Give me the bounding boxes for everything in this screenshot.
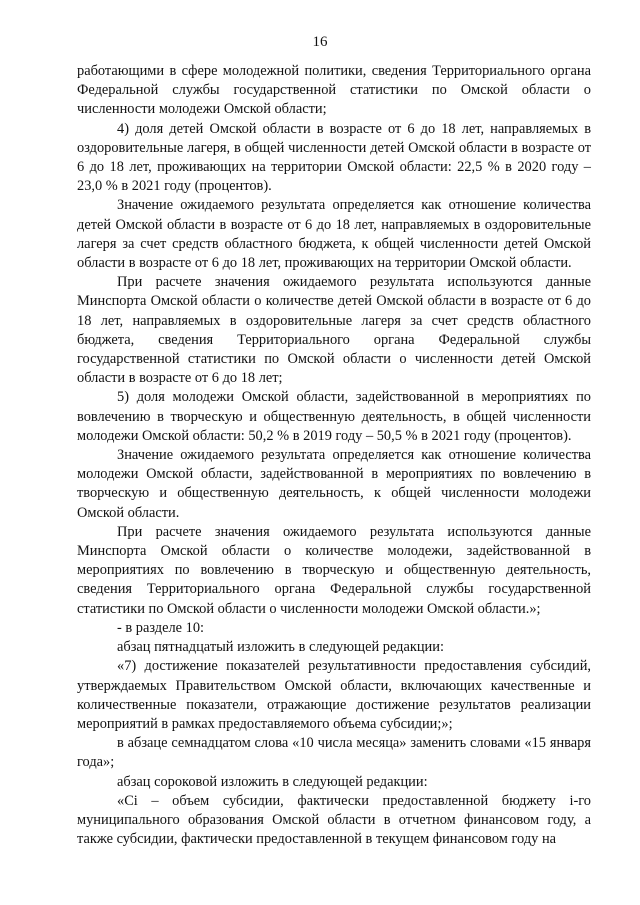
paragraph: «7) достижение показателей результативности предоставления субсидий, утверждаемых Правительством Омской области, включающих качественные и количественные показатели, отражающие достижение результатов реализации мероприятий в рамках предоставляемого объема субсидии;»;	[77, 658, 591, 732]
page-number: 16	[312, 34, 328, 50]
paragraph: При расчете значения ожидаемого результата используются данные Минспорта Омской области о количестве молодежи, задействованной в мероприятиях по вовлечению в творческую и общественную деятельность, сведения Территориального органа Федеральной службы государственной статистики по Омской области о численности молодежи Омской области.»;	[77, 523, 591, 617]
paragraph: абзац сороковой изложить в следующей редакции:	[117, 773, 428, 790]
paragraph: 5) доля молодежи Омской области, задействованной в мероприятиях по вовлечению в творческую и общественную деятельность, в общей численности молодежи Омской области: 50,2 % в 2019 году – 50,5 % в 2021 году (процентов).	[77, 389, 591, 444]
paragraph: - в разделе 10:	[117, 619, 205, 636]
paragraph: 4) доля детей Омской области в возрасте от 6 до 18 лет, направляемых в оздоровительные лагеря, в общей численности детей Омской области в возрасте от 6 до 18 лет, проживающих на территории Омской области: 22,5 % в 2020 году – 23,0 % в 2021 году (процентов).	[77, 120, 591, 195]
paragraph: Значение ожидаемого результата определяется как отношение количества детей Омской области в возрасте от 6 до 18 лет, направляемых в оздоровительные лагеря за счет средств областного бюджета, к общей численности детей Омской области в возрасте от 6 до 18 лет, проживающих на территории Омской области.	[77, 197, 591, 272]
paragraph: работающими в сфере молодежной политики, сведения Территориального органа Федеральной службы государственной статистики по Омской области о численности молодежи Омской области;	[77, 63, 591, 118]
paragraph: абзац пятнадцатый изложить в следующей редакции:	[117, 639, 444, 656]
paragraph: «Ci – объем субсидии, фактически предоставленной бюджету i-го муниципального образования Омской области в отчетном финансовом году, а также субсидии, фактически предоставленной в текущем финансовом году на	[77, 792, 591, 848]
paragraph: При расчете значения ожидаемого результата используются данные Минспорта Омской области о количестве детей Омской области в возрасте от 6 до 18 лет, направляемых в оздоровительные лагеря за счет средств областного бюджета, сведения Территориального органа Федеральной службы государственной статистики по Омской области о численности детей Омской области в возрасте от 6 до 18 лет;	[77, 274, 591, 387]
document-body	[77, 62, 591, 849]
paragraph: Значение ожидаемого результата определяется как отношение количества молодежи Омской области, задействованной в мероприятиях по вовлечению в творческую и общественную деятельность, к общей численности молодежи Омской области.	[77, 447, 591, 521]
paragraph: в абзаце семнадцатом слова «10 числа месяца» заменить словами «15 января года»;	[77, 735, 591, 771]
